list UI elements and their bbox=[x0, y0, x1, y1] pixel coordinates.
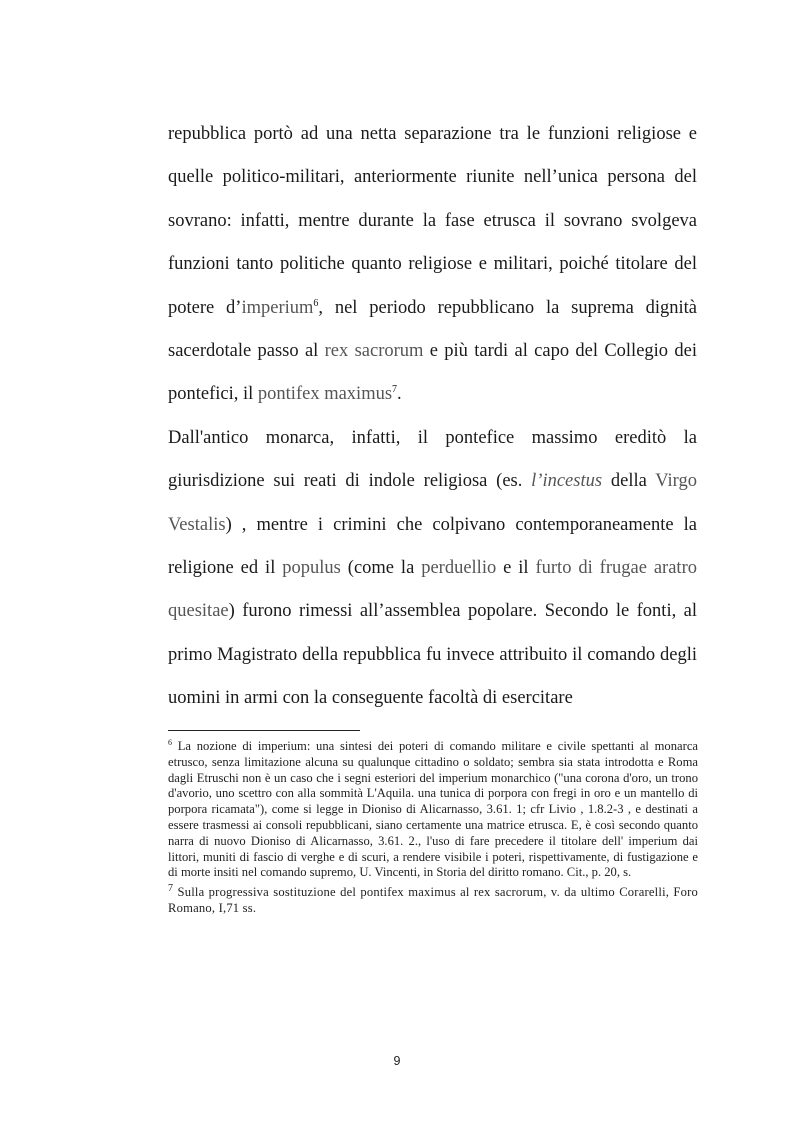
footnote-number: 6 bbox=[168, 737, 172, 747]
footnote-6 bbox=[168, 739, 698, 881]
term-populus: populus bbox=[282, 558, 341, 579]
footnote-text: Sulla progressiva sostituzione del pontifex maximus al rex sacrorum, v. da ultimo Corarelli, Foro Romano, I,71 ss. bbox=[168, 885, 698, 915]
term-perduellio: perduellio bbox=[421, 558, 497, 579]
paragraph-1 bbox=[168, 113, 697, 417]
paragraph-2 bbox=[168, 417, 697, 721]
footnote-ref-6[interactable]: 6 bbox=[313, 297, 319, 309]
text-run: . bbox=[397, 384, 402, 405]
text-run: ) , mentre i crimini che colpivano contemporaneamente la religione ed il bbox=[168, 514, 697, 579]
footnote-separator bbox=[168, 730, 360, 731]
term-rex-sacrorum: rex sacrorum bbox=[324, 341, 424, 362]
term-incestus: l’incestus bbox=[531, 471, 603, 492]
term-furto-frugae: furto di frugae aratro quesitae bbox=[168, 558, 697, 622]
main-body-text bbox=[168, 113, 697, 721]
text-run: Dall'antico monarca, infatti, il pontefice massimo ereditò la giurisdizione sui reati di indole religiosa (es. bbox=[168, 427, 697, 492]
term-pontifex-maximus: pontifex maximus bbox=[257, 384, 393, 405]
footnotes bbox=[168, 739, 698, 921]
footnote-ref-7[interactable]: 7 bbox=[392, 384, 398, 396]
footnote-number: 7 bbox=[168, 882, 174, 894]
text-run: e il bbox=[496, 558, 536, 579]
page-number: 9 bbox=[393, 1054, 401, 1068]
text-run: della bbox=[602, 471, 656, 492]
text-run: e più tardi al capo del Collegio dei pontefici, il bbox=[168, 341, 697, 405]
footnote-7 bbox=[168, 882, 698, 917]
term-virgo-vestalis: Virgo Vestalis bbox=[168, 471, 697, 535]
term-imperium: imperium bbox=[241, 297, 314, 318]
text-run: repubblica portò ad una netta separazione tra le funzioni religiose e quelle politico-militari, anteriormente riunite nell’unica persona del sovrano: infatti, mentre durante la fase etrusca il sovrano svolgeva funzioni tanto politiche quanto religiose e militari, poiché titolare del potere d’ bbox=[168, 124, 697, 318]
text-run: ) furono rimessi all’assemblea popolare. Secondo le fonti, al primo Magistrato della repubblica fu invece attribuito il comando degli uomini in armi con la conseguente facoltà di esercitare bbox=[168, 601, 697, 709]
footnote-text: La nozione di imperium: una sintesi dei poteri di comando militare e civile spettanti al monarca etrusco, senza limitazione alcuna su qualunque cittadino o soldato; sembra sia stata introdotta e Roma dagli Etruschi non è un caso che i segni esteriori del imperium monarchico ("una corona d'oro, un trono d'avorio, uno scettro con alla sommità L'Aquila. una tunica di porpora con fregi in oro e un mantello di porpora ricamata"), come si legge in Dioniso di Alicarnasso, 3.61. 1; cfr Livio , 1.8.2-3 , e destinati a essere trasmessi ai consoli repubblicani, siano certamente una matrice etrusca. E, è così secondo quanto narra di nuovo Dioniso di Alicarnasso, 3.61. 2., l'uso di fare precedere il titolare dell' imperium dai littori, muniti di fascio di verghe e di scuri, a rendere visibile i poteri, rispettivamente, di fustigazione e di morte insiti nel comando supremo, U. Vincenti, in Storia del diritto romano. Cit., p. 20, s. bbox=[168, 739, 698, 880]
text-run: (come la bbox=[340, 558, 422, 579]
text-run: , nel periodo repubblicano la suprema dignità sacerdotale passo al bbox=[168, 297, 697, 362]
